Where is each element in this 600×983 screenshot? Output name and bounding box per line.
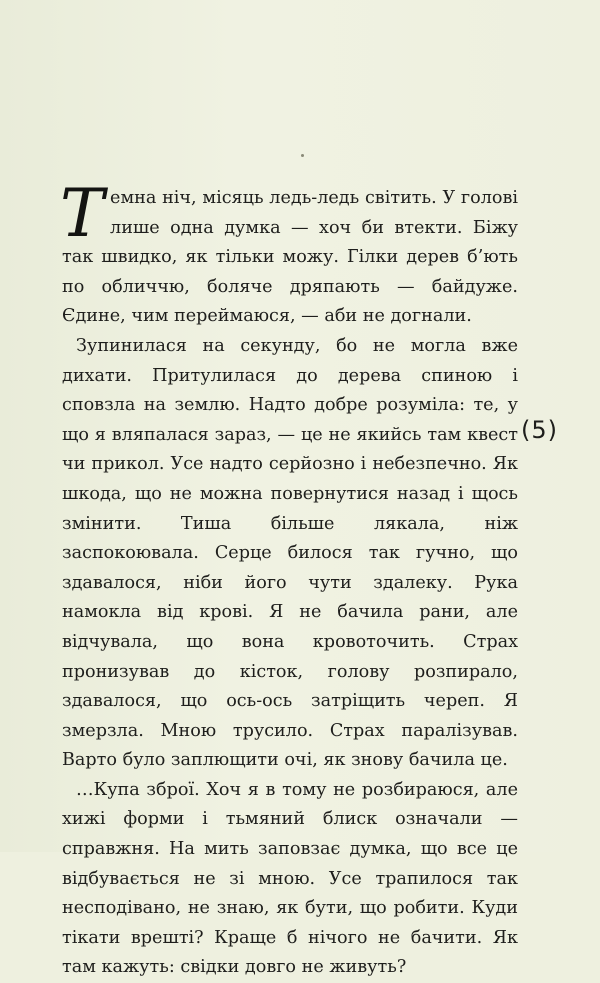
paragraph-2: Зупинилася на секунду, бо не могла вже дихати. Притулилася до дерева спиною і сповзла на землю. Надто добре розуміла: те, у що я вляпалася зараз, — це не якийсь там квест чи прикол. Усе надто серйозно і небезпечно. Як шкода, що не можна повернутися назад і щось змінити. Тиша більше лякала, ніж заспокоювала. Серце билося так гучно, що здавалося, ніби його чути здалеку. Рука намокла від крові. Я не бачила рани, але відчувала, що вона кровоточить. Страх пронизував до кісток, голову розпирало, здавалося, що ось-ось затріщить череп. Я змерзла. Мною трусило. Страх паралізував. Варто було заплющити очі, як знову бачила це. — [62, 335, 518, 771]
paragraph-1-text: емна ніч, місяць ледь-ледь світить. У голові лише одна думка — хоч би втекти. Біжу так швидко, як тільки можу. Гілки дерев б’ють по обличчю, боляче дряпають — байдуже. Єдине, чим переймаюся, — аби не догнали. — [62, 188, 518, 327]
ink-speck — [301, 154, 304, 157]
page-number: (5) — [521, 416, 558, 444]
paragraph-1 — [60, 175, 518, 332]
paragraph-3: …Купа зброї. Хоч я в тому не розбираюся, але хижі форми і тьмяний блиск означали — справжня. На мить заповзає думка, що все це відбувається не зі мною. Усе трапилося так несподівано, не знаю, як бути, що робити. Куди тікати врешті? Краще б нічого не бачити. Як там кажуть: свідки довго не живуть? — [62, 779, 518, 978]
chapter-text — [60, 175, 518, 983]
drop-cap: Т — [60, 175, 105, 252]
